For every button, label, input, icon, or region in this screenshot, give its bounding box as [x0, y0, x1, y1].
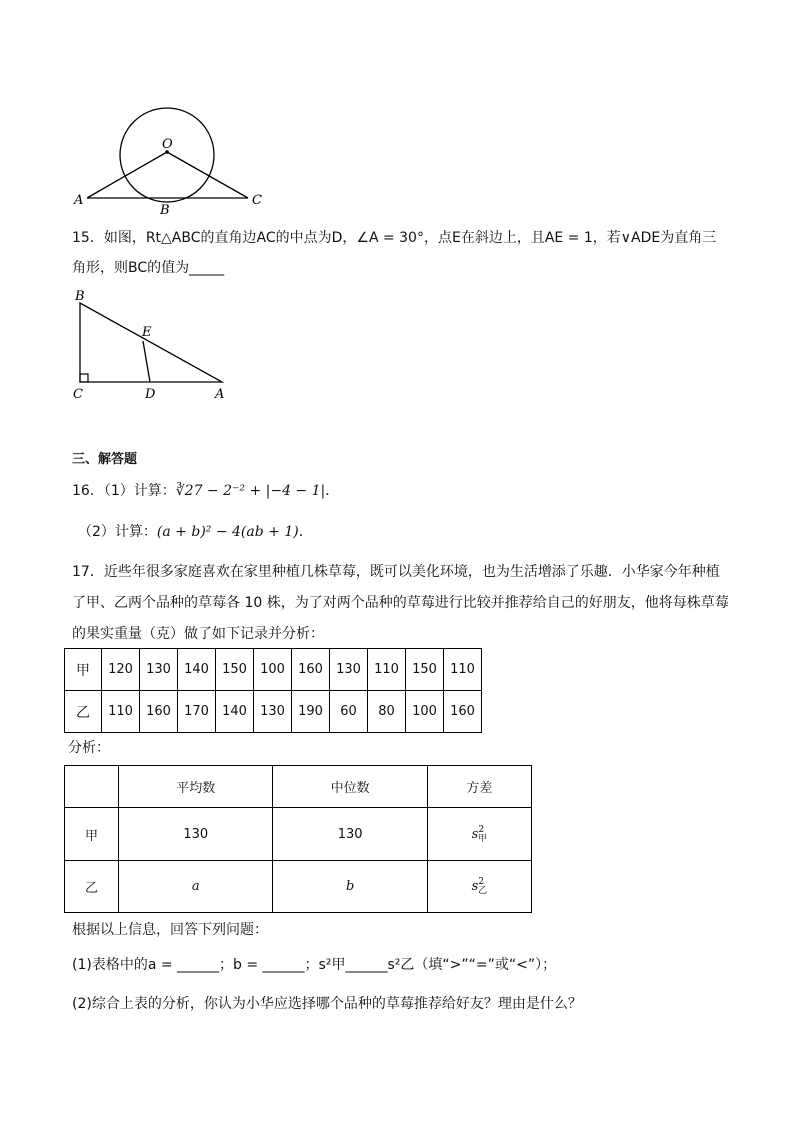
table-row: [65, 861, 532, 913]
table-row: [65, 808, 532, 861]
table-cell-name: 甲: [65, 808, 119, 861]
label-c: C: [252, 193, 262, 208]
q17-line2: 了甲、乙两个品种的草莓各 10 株，为了对两个品种的草莓进行比较并推荐给自己的好朋友，他将每株草莓: [72, 595, 729, 611]
table-cell: 130: [254, 691, 292, 733]
column-header: 中位数: [273, 766, 427, 808]
q15-line2: 角形，则BC的值为_____: [72, 260, 225, 276]
figure-circle-tangent: [60, 90, 290, 220]
table-cell: 160: [444, 691, 482, 733]
q16-part2-expression: (a + b)² − 4(ab + 1): [156, 524, 299, 540]
label-b: B: [75, 289, 85, 304]
variance-symbol: s: [471, 879, 479, 894]
segment-oc: [167, 152, 248, 198]
column-header: [65, 766, 119, 808]
table-cell-variance: [427, 808, 531, 861]
table-cell: 110: [102, 691, 140, 733]
table-cell: 150: [406, 649, 444, 691]
table-cell-name: 乙: [65, 861, 119, 913]
q17-sub2: (2)综合上表的分析，你认为小华应选择哪个品种的草莓推荐给好友？理由是什么？: [72, 996, 582, 1012]
table-cell: 80: [368, 691, 406, 733]
analysis-table: [64, 765, 532, 913]
table-cell: 160: [292, 649, 330, 691]
table-cell: 190: [292, 691, 330, 733]
right-angle-mark: [80, 374, 88, 382]
q16-part1-expression: ∛27 − 2⁻² + |−4 − 1|: [175, 483, 326, 499]
variance-superscript: 2: [478, 877, 485, 887]
q17-line1: 17．近些年很多家庭喜欢在家里种植几株草莓，既可以美化环境，也为生活增添了乐趣．小华家今年种植: [72, 564, 720, 580]
variance-superscript: 2: [478, 824, 485, 835]
table-cell: 160: [140, 691, 178, 733]
table-cell: 130: [330, 649, 368, 691]
row-header: 乙: [65, 691, 102, 733]
q17-line3: 的果实重量（克）做了如下记录并分析：: [72, 626, 324, 642]
table-cell: 110: [444, 649, 482, 691]
label-a: A: [74, 193, 84, 208]
figure-right-triangle: [66, 285, 246, 405]
q16-part1: [72, 481, 339, 501]
q16-part2-prefix: （2）计算：: [78, 524, 157, 540]
column-header: 平均数: [119, 766, 273, 808]
table-cell: 130: [140, 649, 178, 691]
label-e: E: [142, 325, 152, 340]
table-row: [65, 649, 482, 691]
circle-o: [120, 108, 214, 202]
table-cell-median: b: [273, 861, 427, 913]
table-header-row: [65, 766, 532, 808]
q16-part1-prefix: 16．（1）计算：: [72, 483, 176, 499]
q15-line1: 15．如图，Rt△ABC的直角边AC的中点为D，∠A = 30°，点E在斜边上，且AE = 1，若∨ADE为直角三: [72, 230, 717, 246]
label-b: B: [160, 203, 170, 218]
analysis-label: 分析：: [68, 740, 110, 756]
row-header: 甲: [65, 649, 102, 691]
label-c: C: [73, 387, 83, 402]
table-cell: 60: [330, 691, 368, 733]
table-cell: 110: [368, 649, 406, 691]
q16-part1-end: ．: [325, 483, 340, 499]
variance-subscript: 乙: [478, 886, 488, 896]
section-heading: 三、解答题: [72, 452, 138, 467]
table-cell: 120: [102, 649, 140, 691]
segment-de: [143, 341, 150, 382]
q17-sub1: (1)表格中的a = ______；b = ______；s²甲______s²乙（填“>”“=”或“<”）；: [72, 957, 557, 973]
label-o: O: [162, 137, 173, 152]
table-cell: 170: [178, 691, 216, 733]
q16-part2-end: ．: [298, 524, 313, 540]
label-d: D: [145, 387, 156, 402]
table-cell: 100: [406, 691, 444, 733]
triangle-abc: [80, 303, 222, 382]
q16-part2: [78, 522, 313, 542]
table-cell-mean: a: [119, 861, 273, 913]
table-cell: 140: [178, 649, 216, 691]
table-cell: 140: [216, 691, 254, 733]
q17-prompt: 根据以上信息，回答下列问题：: [72, 922, 268, 938]
table-cell: 100: [254, 649, 292, 691]
table-row: [65, 691, 482, 733]
strawberry-weight-table: [64, 648, 482, 733]
table-cell-median: 130: [273, 808, 427, 861]
table-cell-mean: 130: [119, 808, 273, 861]
variance-symbol: s: [471, 826, 479, 842]
table-cell: 150: [216, 649, 254, 691]
segment-oa: [87, 152, 167, 198]
column-header: 方差: [427, 766, 531, 808]
variance-subscript: 甲: [478, 833, 488, 844]
label-a: A: [215, 387, 225, 402]
table-cell-variance: [427, 861, 531, 913]
